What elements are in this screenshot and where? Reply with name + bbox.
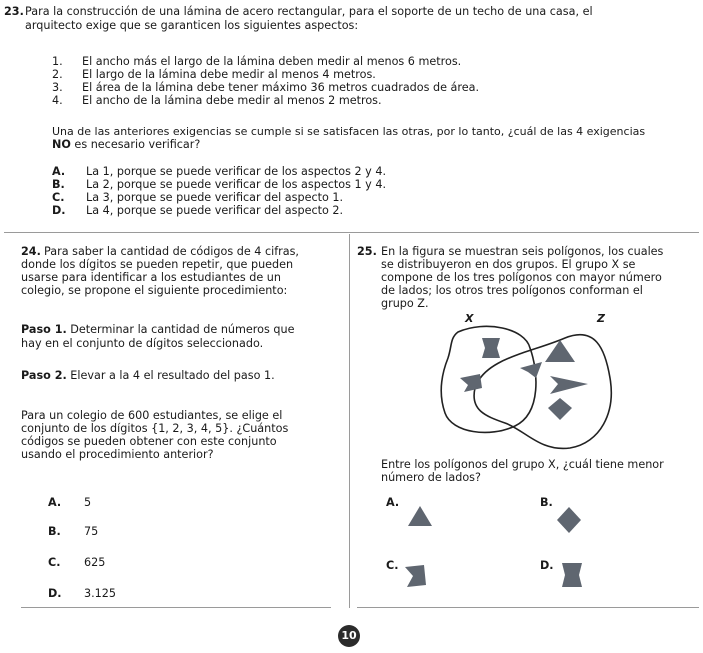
q25-option-c-letter: C.: [386, 559, 399, 572]
q23-intro-line-1: Para la construcción de una lámina de acero rectangular, para el soporte de un techo de una casa, el: [25, 5, 593, 18]
q24-option-b-letter: B.: [48, 525, 61, 538]
q23-option-d-letter: D.: [52, 204, 66, 217]
q24-paso2-line: [21, 370, 275, 382]
q24-question-line-3: códigos se pueden obtener con este conjunto: [21, 435, 277, 448]
q24-paso2-label: Paso 2.: [21, 369, 67, 382]
q23-aspect-2-number: 2.: [52, 68, 63, 81]
group-z-label: Z: [597, 312, 605, 325]
q25-question-line-1: Entre los polígonos del grupo X, ¿cuál tiene menor: [381, 458, 664, 471]
q23-question-rest: es necesario verificar?: [70, 138, 201, 151]
q23-option-a-text[interactable]: La 1, porque se puede verificar de los aspectos 2 y 4.: [86, 165, 386, 178]
q24-paso1-line-1: [21, 324, 294, 336]
q24-option-a-letter: A.: [48, 496, 62, 509]
q25-line-2: se distribuyeron en dos grupos. El grupo X se: [381, 258, 636, 271]
q24-question-line-2: conjunto de los dígitos {1, 2, 3, 4, 5}. ¿Cuántos: [21, 422, 289, 435]
q23-option-d-text[interactable]: La 4, porque se puede verificar del aspecto 2.: [86, 204, 344, 217]
concave-pentagon-icon[interactable]: [402, 563, 428, 589]
q24-line-4: colegio, se propone el siguiente procedimiento:: [21, 284, 288, 297]
rhombus-icon[interactable]: [555, 505, 583, 535]
rhombus-shape: [548, 398, 572, 420]
polygon-groups-figure: [430, 318, 660, 458]
q23-aspect-1-number: 1.: [52, 55, 63, 68]
q24-number: 24.: [21, 245, 41, 258]
q24-line-1: Para saber la cantidad de códigos de 4 cifras,: [44, 245, 299, 258]
q25-option-a-letter: A.: [386, 496, 400, 509]
q24-paso1-text: Determinar la cantidad de números que: [66, 323, 295, 336]
q25-bottom-rule: [357, 607, 699, 608]
q23-aspect-4-number: 4.: [52, 94, 63, 107]
q23-option-c-letter: C.: [52, 191, 65, 204]
q24-bottom-rule: [21, 607, 331, 608]
q23-question-no: NO: [52, 138, 71, 151]
q23-question-line-1: Una de las anteriores exigencias se cumple si se satisfacen las otras, por lo tanto, ¿cuál de las 4 exigencias: [52, 125, 646, 138]
q23-aspect-4-text: El ancho de la lámina debe medir al menos 2 metros.: [82, 94, 382, 107]
right-arrow-shape: [550, 376, 588, 394]
q24-option-d-letter: D.: [48, 587, 62, 600]
concave-hexagon-icon[interactable]: [559, 560, 585, 590]
q23-number: 23.: [4, 5, 24, 18]
column-divider: [349, 234, 350, 608]
q25-line-1: En la figura se muestran seis polígonos, los cuales: [381, 245, 664, 258]
q23-option-b-letter: B.: [52, 178, 65, 191]
q24-option-c-letter: C.: [48, 556, 61, 569]
q24-option-c-text[interactable]: 625: [84, 556, 106, 569]
concave-hexagon-shape: [482, 338, 500, 358]
q25-line-5: grupo Z.: [381, 297, 429, 310]
q23-option-b-text[interactable]: La 2, porque se puede verificar de los aspectos 1 y 4.: [86, 178, 386, 191]
q25-option-d-letter: D.: [540, 559, 554, 572]
q24-option-a-text[interactable]: 5: [84, 496, 92, 509]
q24-question-line-1: Para un colegio de 600 estudiantes, se elige el: [21, 409, 283, 422]
q23-aspect-2-text: El largo de la lámina debe medir al menos 4 metros.: [82, 68, 376, 81]
arrowhead-shape: [520, 362, 542, 378]
q23-intro-line-2: arquitecto exige que se garanticen los siguientes aspectos:: [25, 19, 359, 32]
q25-line-3: compone de los tres polígonos con mayor número: [381, 271, 662, 284]
page-number: 10: [338, 625, 360, 647]
q23-option-c-text[interactable]: La 3, porque se puede verificar del aspecto 1.: [86, 191, 344, 204]
group-x-label: X: [465, 312, 474, 325]
q24-question-line-4: usando el procedimiento anterior?: [21, 448, 214, 461]
q24-paso2-text: Elevar a la 4 el resultado del paso 1.: [66, 369, 275, 382]
q24-option-d-text[interactable]: 3.125: [84, 587, 117, 600]
q23-option-a-letter: A.: [52, 165, 66, 178]
q23-divider: [4, 232, 699, 233]
q23-question-line-2: [52, 139, 200, 151]
q23-aspect-3-number: 3.: [52, 81, 63, 94]
q24-paso1-line-2: hay en el conjunto de dígitos seleccionado.: [21, 337, 264, 350]
triangle-icon[interactable]: [405, 503, 435, 529]
q23-aspect-1-text: El ancho más el largo de la lámina deben medir al menos 6 metros.: [82, 55, 462, 68]
q25-line-4: de lados; los otros tres polígonos conforman el: [381, 284, 643, 297]
q24-option-b-text[interactable]: 75: [84, 525, 99, 538]
q25-question-line-2: número de lados?: [381, 471, 481, 484]
concave-pentagon-shape: [460, 374, 482, 392]
q25-option-b-letter: B.: [540, 496, 553, 509]
q23-aspect-3-text: El área de la lámina debe tener máximo 36 metros cuadrados de área.: [82, 81, 480, 94]
q24-paso1-label: Paso 1.: [21, 323, 67, 336]
q25-number: 25.: [357, 245, 377, 258]
q24-line-2: donde los dígitos se pueden repetir, que pueden: [21, 258, 294, 271]
q24-line-3: usarse para identificar a los estudiantes de un: [21, 271, 281, 284]
